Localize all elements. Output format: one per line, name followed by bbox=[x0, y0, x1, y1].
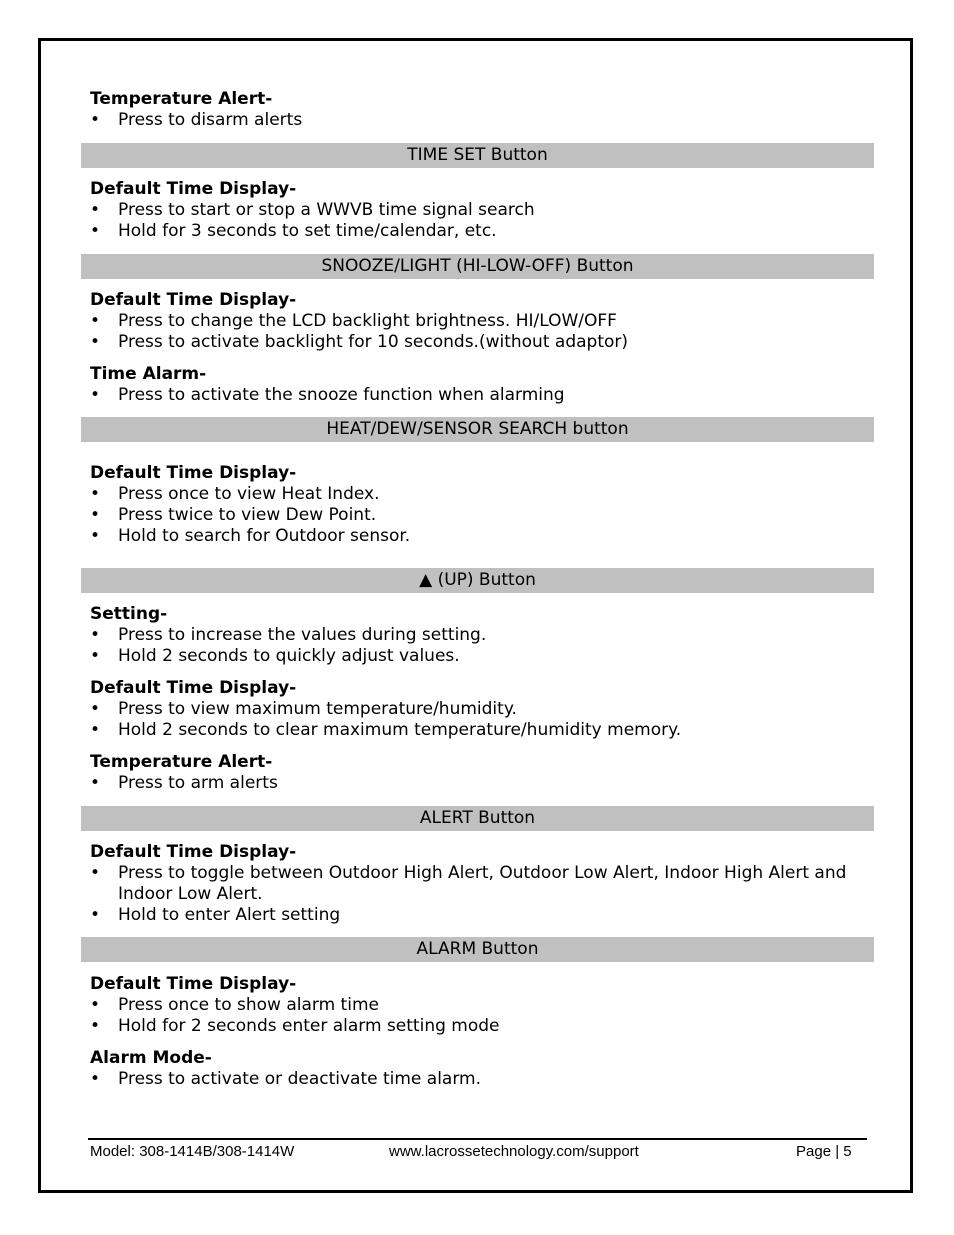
footer-page-number: Page | 5 bbox=[796, 1143, 852, 1160]
bullet-glyph: • bbox=[90, 484, 101, 504]
list-item-text: Press to view maximum temperature/humidity. bbox=[118, 699, 517, 719]
list-item-text: Press to toggle between Outdoor High Alert, Outdoor Low Alert, Indoor High Alert and Indoor Low Alert. bbox=[118, 863, 847, 904]
list-item-text: Press to activate backlight for 10 seconds.(without adaptor) bbox=[118, 332, 629, 352]
list-item-text: Press to increase the values during setting. bbox=[118, 625, 487, 645]
section-heading: Default Time Display- bbox=[90, 842, 297, 862]
button-section-header: SNOOZE/LIGHT (HI-LOW-OFF) Button bbox=[81, 254, 874, 279]
list-item-text: Hold to enter Alert setting bbox=[118, 905, 341, 925]
section-heading: Default Time Display- bbox=[90, 463, 297, 483]
section-heading: Default Time Display- bbox=[90, 678, 297, 698]
button-section-header: HEAT/DEW/SENSOR SEARCH button bbox=[81, 417, 874, 442]
bullet-glyph: • bbox=[90, 720, 101, 740]
section-heading: Default Time Display- bbox=[90, 179, 297, 199]
bullet-glyph: • bbox=[90, 526, 101, 546]
section-heading: Time Alarm- bbox=[90, 364, 207, 384]
bullet-glyph: • bbox=[90, 863, 101, 883]
bullet-glyph: • bbox=[90, 332, 101, 352]
bullet-glyph: • bbox=[90, 1016, 101, 1036]
list-item-text: Hold for 3 seconds to set time/calendar, etc. bbox=[118, 221, 497, 241]
section-heading: Alarm Mode- bbox=[90, 1048, 212, 1068]
footer-url[interactable]: www.lacrossetechnology.com/support bbox=[389, 1143, 639, 1160]
button-section-header: TIME SET Button bbox=[81, 143, 874, 168]
button-section-header: ALARM Button bbox=[81, 937, 874, 962]
bullet-glyph: • bbox=[90, 385, 101, 405]
section-heading: Setting- bbox=[90, 604, 168, 624]
list-item-text: Press to change the LCD backlight brightness. HI/LOW/OFF bbox=[118, 311, 617, 331]
footer-divider bbox=[88, 1138, 867, 1140]
bullet-glyph: • bbox=[90, 110, 101, 130]
footer-model: Model: 308-1414B/308-1414W bbox=[90, 1143, 295, 1160]
section-heading: Temperature Alert- bbox=[90, 752, 273, 772]
list-item-text: Hold to search for Outdoor sensor. bbox=[118, 526, 411, 546]
list-item-text: Press once to show alarm time bbox=[118, 995, 379, 1015]
section-heading: Default Time Display- bbox=[90, 974, 297, 994]
list-item-text: Hold for 2 seconds enter alarm setting mode bbox=[118, 1016, 500, 1036]
list-item-text: Press once to view Heat Index. bbox=[118, 484, 380, 504]
bullet-glyph: • bbox=[90, 625, 101, 645]
bullet-glyph: • bbox=[90, 311, 101, 331]
list-item-text: Press to activate the snooze function when alarming bbox=[118, 385, 565, 405]
list-item-text: Hold 2 seconds to quickly adjust values. bbox=[118, 646, 460, 666]
bullet-glyph: • bbox=[90, 773, 101, 793]
bullet-glyph: • bbox=[90, 699, 101, 719]
section-heading: Default Time Display- bbox=[90, 290, 297, 310]
list-item-text: Press to start or stop a WWVB time signal search bbox=[118, 200, 535, 220]
bullet-glyph: • bbox=[90, 221, 101, 241]
list-item-text: Press to arm alerts bbox=[118, 773, 278, 793]
bullet-glyph: • bbox=[90, 646, 101, 666]
section-heading: Temperature Alert- bbox=[90, 89, 273, 109]
bullet-glyph: • bbox=[90, 505, 101, 525]
bullet-glyph: • bbox=[90, 200, 101, 220]
button-section-header: ALERT Button bbox=[81, 806, 874, 831]
list-item-text: Press twice to view Dew Point. bbox=[118, 505, 377, 525]
list-item-text: Press to disarm alerts bbox=[118, 110, 303, 130]
list-item-text: Press to activate or deactivate time alarm. bbox=[118, 1069, 482, 1089]
bullet-glyph: • bbox=[90, 905, 101, 925]
bullet-glyph: • bbox=[90, 995, 101, 1015]
bullet-glyph: • bbox=[90, 1069, 101, 1089]
button-section-header: ▲ (UP) Button bbox=[81, 568, 874, 593]
list-item-text: Hold 2 seconds to clear maximum temperature/humidity memory. bbox=[118, 720, 682, 740]
